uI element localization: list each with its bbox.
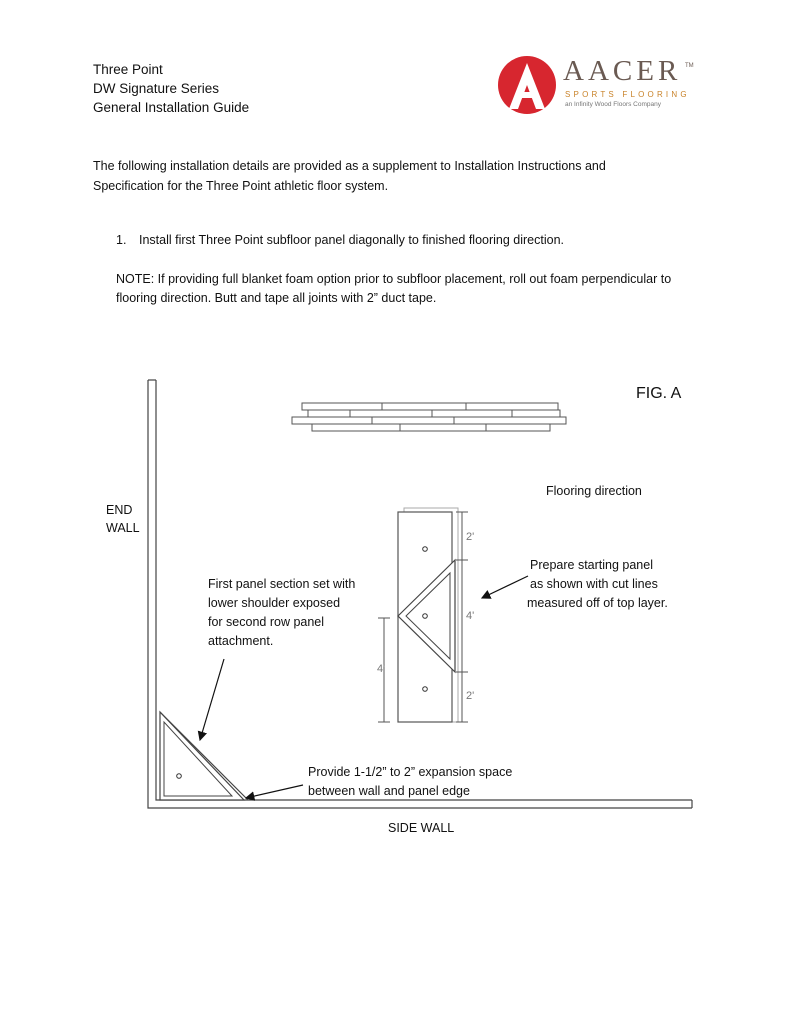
first-panel-label — [208, 575, 355, 651]
step-number: 1. — [116, 233, 127, 247]
expansion-line: between wall and panel edge — [308, 784, 470, 798]
prepare-panel-line: measured off of top layer. — [527, 596, 668, 610]
first-panel-line: attachment. — [208, 634, 274, 648]
header-line-series: DW Signature Series — [93, 81, 220, 96]
prepare-panel-line: as shown with cut lines — [530, 577, 658, 591]
header-line-product: Three Point — [93, 62, 163, 77]
intro-paragraph: The following installation details are provided as a supplement to Installation Instructions and Specification for the Three Point athletic floor system. — [93, 159, 606, 193]
logo-tagline: SPORTS FLOORING — [565, 90, 690, 99]
logo-company: an Infinity Wood Floors Company — [565, 101, 661, 108]
first-panel-line: First panel section set with — [208, 577, 356, 591]
prepare-panel-label — [527, 556, 668, 613]
prepare-panel-line: Prepare starting panel — [530, 558, 653, 572]
logo-wordmark: AACER — [563, 55, 682, 87]
first-panel-line: for second row panel — [208, 615, 325, 629]
step-text: Install first Three Point subfloor panel diagonally to finished flooring direction. — [139, 233, 565, 247]
side-wall-label: SIDE WALL — [388, 821, 455, 835]
figure-title: FIG. A — [636, 385, 682, 402]
flooring-boards — [292, 403, 566, 431]
header-line-guide: General Installation Guide — [93, 100, 250, 115]
starting-panel — [398, 508, 458, 722]
expansion-line: Provide 1-1/2” to 2” expansion space — [308, 765, 513, 779]
expansion-space-label — [308, 763, 512, 801]
flooring-direction-label: Flooring direction — [546, 484, 642, 498]
note-paragraph: NOTE: If providing full blanket foam option prior to subfloor placement, roll out foam perpendicular to flooring direction. Butt and tape all joints with 2” duct tape. — [116, 272, 672, 305]
dimension-middle: 4' — [466, 610, 475, 622]
first-panel-line: lower shoulder exposed — [208, 596, 341, 610]
dimension-top: 2' — [466, 531, 475, 543]
end-wall-label-line2: WALL — [106, 521, 140, 535]
end-wall-label-line1: END — [106, 503, 133, 517]
dimension-left: 4' — [377, 663, 386, 675]
dimension-bottom: 2' — [466, 690, 475, 702]
logo-trademark: TM — [685, 63, 694, 69]
